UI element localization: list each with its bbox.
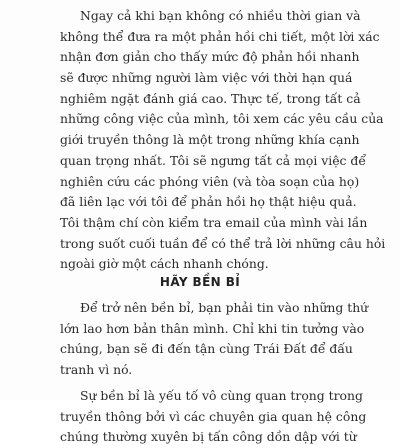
section-heading: HÃY BỀN BỈ — [159, 275, 241, 289]
paragraph-2-line: Để trở nên bền bỉ, bạn phải tin vào những thứ — [80, 300, 369, 315]
paragraph-1-line: nghiêm ngặt đánh giá cao. Thực tế, trong tất cả — [60, 90, 361, 106]
paragraph-3-line: Sự bền bỉ là yếu tố vô cùng quan trọng trong — [80, 388, 363, 403]
paragraph-1-line: quan trọng nhất. Tôi sẽ ngưng tất cả mọi việc để — [60, 152, 366, 168]
paragraph-2-line: tranh vì nó. — [60, 362, 133, 378]
paragraph-1-line: ngoài giờ một cách nhanh chóng. — [60, 256, 269, 272]
paragraph-1-line: đã liên lạc với tôi để phản hồi họ thật hiệu quả. — [60, 194, 357, 210]
paragraph-3-line: chúng thường xuyên bị tấn công dồn dập với từ — [60, 429, 357, 445]
paragraph-3-line: truyền thông bởi vì các chuyên gia quan hệ công — [60, 408, 367, 424]
paragraph-1-line: nghiên cứu các phóng viên (và tòa soạn của họ) — [60, 173, 360, 189]
paragraph-1 — [60, 6, 386, 275]
paragraph-1-line: Tôi thậm chí còn kiểm tra email của mình vài lần — [60, 214, 368, 230]
paragraph-3 — [60, 386, 367, 448]
paragraph-1-line: Ngay cả khi bạn không có nhiều thời gian và — [80, 8, 361, 23]
paragraph-1-line: những công việc của mình, tôi xem các yêu cầu của — [60, 111, 384, 127]
paragraph-1-line: không thể đưa ra một phản hồi chi tiết, một lời xác — [60, 28, 380, 44]
paragraph-2-line: chúng, bạn sẽ đi đến tận cùng Trái Đất để đấu — [60, 341, 353, 357]
paragraph-1-line: trong suốt cuối tuần để có thể trả lời những câu hỏi — [60, 235, 386, 251]
paragraph-2 — [60, 298, 369, 381]
paragraph-1-line: sẽ được những người làm việc với thời hạn quá — [60, 70, 353, 86]
paragraph-2-line: lớn lao hơn bản thân mình. Chỉ khi tin tưởng vào — [60, 320, 365, 336]
paragraph-1-line: nhận đơn giản cho thấy mức độ phản hồi nhanh — [60, 49, 360, 65]
paragraph-1-line: giới truyền thông là một trong những khía cạnh — [60, 132, 360, 148]
